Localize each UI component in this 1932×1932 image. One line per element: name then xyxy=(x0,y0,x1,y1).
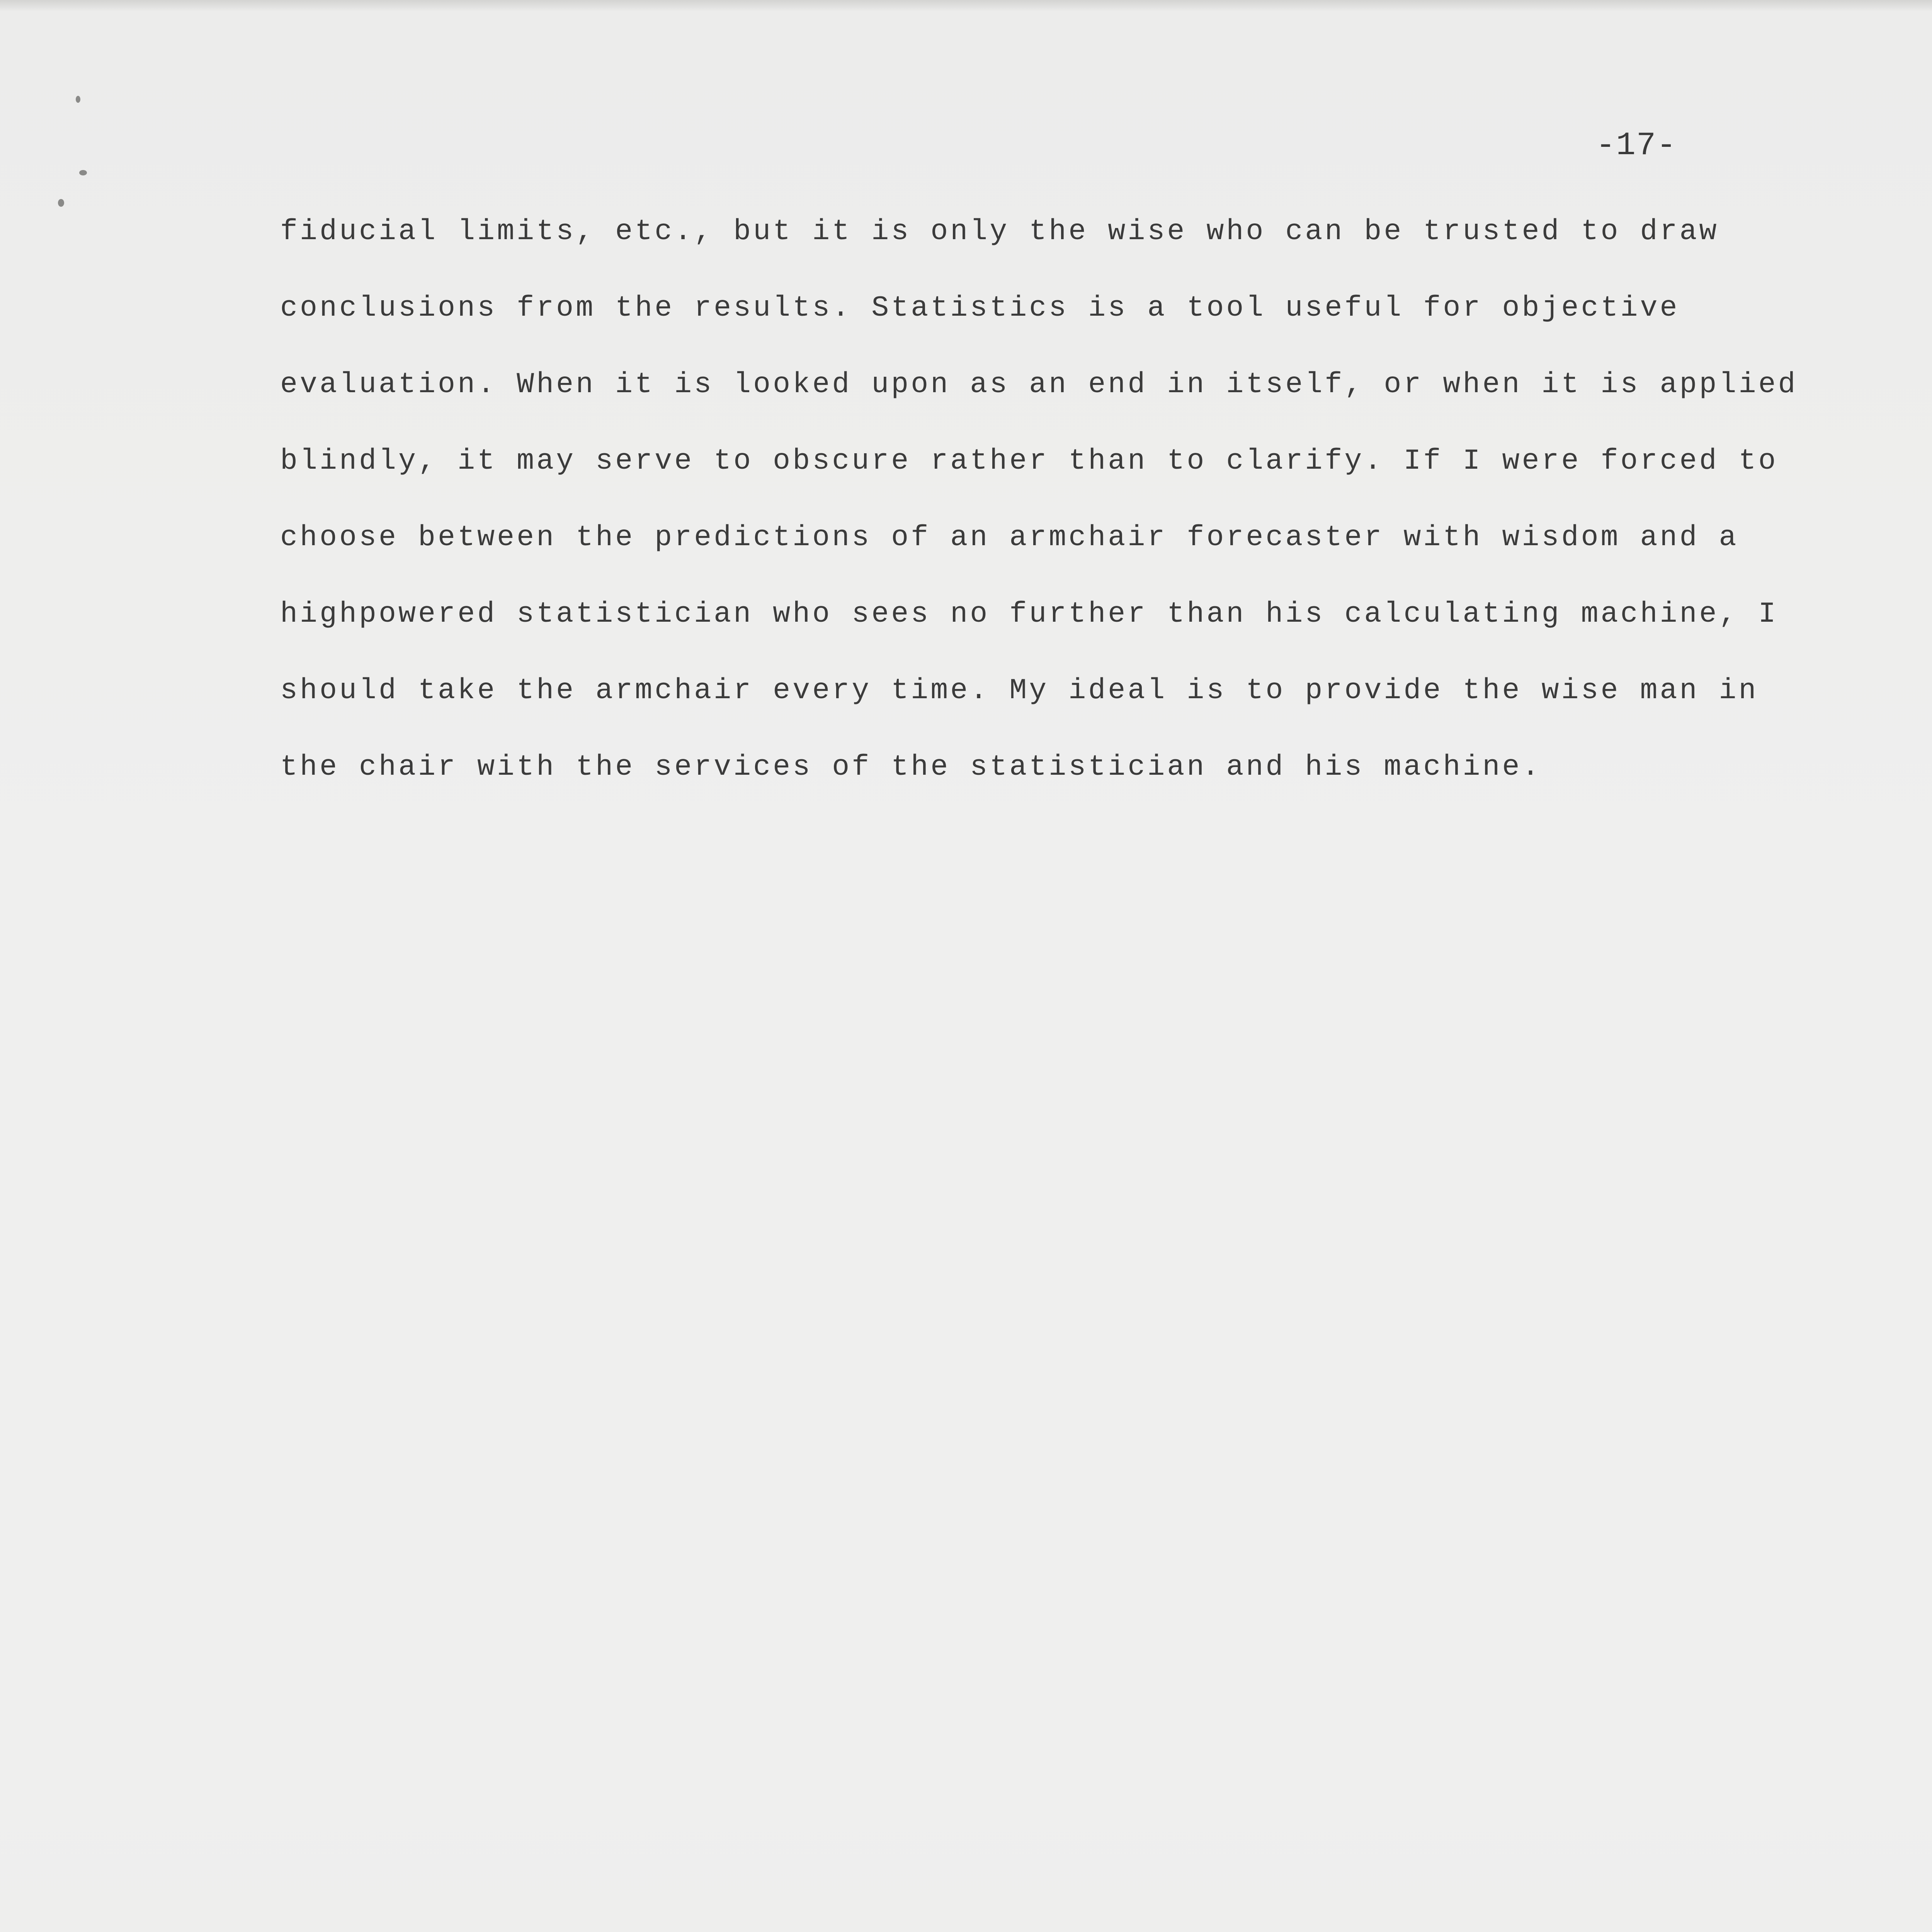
text-line: the chair with the services of the statistician and his machine. xyxy=(280,751,1542,784)
text-line: should take the armchair every time. My ideal is to provide the wise man in xyxy=(280,674,1759,707)
margin-speck xyxy=(58,199,64,207)
text-line: choose between the predictions of an armchair forecaster with wisdom and a xyxy=(280,521,1739,554)
text-line: evaluation. When it is looked upon as an end in itself, or when it is applied xyxy=(280,368,1798,401)
text-line: conclusions from the results. Statistics is a tool useful for objective xyxy=(280,292,1680,325)
margin-speck xyxy=(76,96,80,103)
margin-speck xyxy=(79,170,87,175)
text-line: blindly, it may serve to obscure rather than to clarify. If I were forced to xyxy=(280,445,1778,478)
text-line: fiducial limits, etc., but it is only the wise who can be trusted to draw xyxy=(280,215,1719,248)
page-number: -17- xyxy=(1596,128,1677,164)
text-line: highpowered statistician who sees no further than his calculating machine, I xyxy=(280,598,1778,631)
top-edge-shading xyxy=(0,0,1932,12)
typed-paragraph xyxy=(280,209,1818,821)
